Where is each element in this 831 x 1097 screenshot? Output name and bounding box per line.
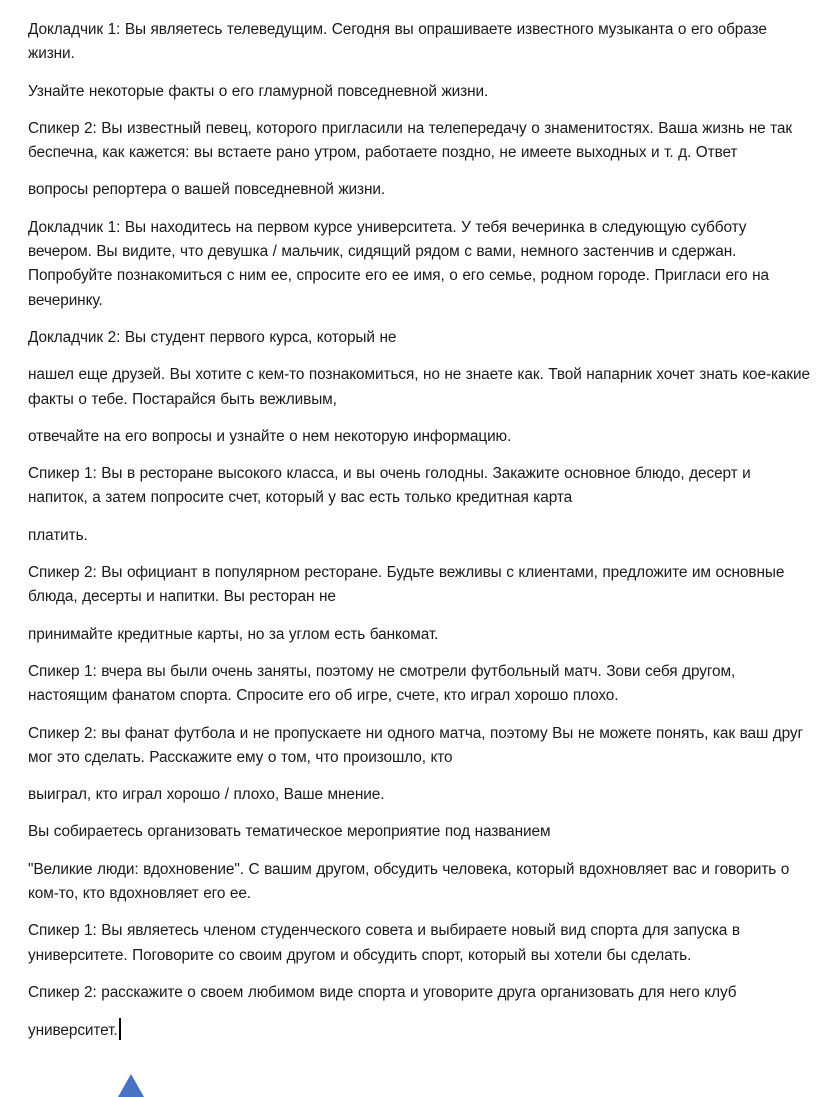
paragraph: платить. xyxy=(28,526,88,544)
document-body[interactable] xyxy=(28,18,814,1057)
paragraph: отвечайте на его вопросы и узнайте о нем некоторую информацию. xyxy=(28,427,512,445)
paragraph: Спикер 2: Вы официант в популярном ресторане. Будьте вежливы с клиентами, предложите им основные блюда, десерты и напитки. Вы ресторан не xyxy=(28,564,785,606)
paragraph: Докладчик 2: Вы студент первого курса, который не xyxy=(28,328,397,346)
paragraph: "Великие люди: вдохновение". С вашим другом, обсудить человека, который вдохновляет вас и говорить о ком-то, кто вдохновляет его ее. xyxy=(28,860,790,903)
paragraph: Узнайте некоторые факты о его гламурной повседневной жизни. xyxy=(28,82,489,100)
paragraph: вопросы репортера о вашей повседневной жизни. xyxy=(28,181,386,199)
paragraph: нашел еще друзей. Вы хотите с кем-то познакомиться, но не знаете как. Твой напарник хочет знать кое-какие факты о тебе. Постарайся быть вежливым, xyxy=(28,366,811,408)
text-caret-icon xyxy=(119,1018,122,1040)
paragraph: Докладчик 1: Вы являетесь телеведущим. Сегодня вы опрашиваете известного музыканта о его образе жизни. xyxy=(28,21,767,63)
paragraph: Спикер 1: Вы являетесь членом студенческого совета и выбираете новый вид спорта для запуска в университете. Поговорите со своим другом и обсудить спорт, который вы хотели бы сделать. xyxy=(28,922,740,964)
paragraph: выиграл, кто играл хорошо / плохо, Ваше мнение. xyxy=(28,786,385,804)
paragraph: Вы собираетесь организовать тематическое мероприятие под названием xyxy=(28,823,551,841)
paragraph: Спикер 2: расскажите о своем любимом виде спорта и уговорите друга организовать для него клуб xyxy=(28,983,737,1001)
paragraph: Спикер 2: Вы известный певец, которого пригласили на телепередачу о знаменитостях. Ваша жизнь не так беспечна, как кажется: вы встаете рано утром, работаете поздно, не имеете выходных и т. д. Ответ xyxy=(28,119,792,162)
paragraph-last xyxy=(28,1018,814,1043)
paragraph: Докладчик 1: Вы находитесь на первом курсе университета. У тебя вечеринка в следующую субботу вечером. Вы видите, что девушка / мальчик, сидящий рядом с вами, немного застенчив и сдержан. Попробуйте познакомиться с ним ее, спросите его ее имя, о его семье, родном городе. Пригласи его на вечеринку. xyxy=(28,218,769,309)
paragraph: Спикер 2: вы фанат футбола и не пропускаете ни одного матча, поэтому Вы не можете понять, как ваш друг мог это сделать. Расскажите ему о том, что произошло, кто xyxy=(28,724,804,766)
mouse-pointer-icon xyxy=(118,1074,144,1097)
paragraph: Спикер 1: Вы в ресторане высокого класса, и вы очень голодны. Закажите основное блюдо, десерт и напиток, а затем попросите счет, который у вас есть только кредитная карта xyxy=(28,465,751,507)
paragraph: Спикер 1: вчера вы были очень заняты, поэтому не смотрели футбольный матч. Зови себя другом, настоящим фанатом спорта. Спросите его об игре, счете, кто играл хорошо плохо. xyxy=(28,662,736,705)
paragraph-last-text: университет. xyxy=(28,1022,118,1040)
paragraph: принимайте кредитные карты, но за углом есть банкомат. xyxy=(28,625,439,643)
